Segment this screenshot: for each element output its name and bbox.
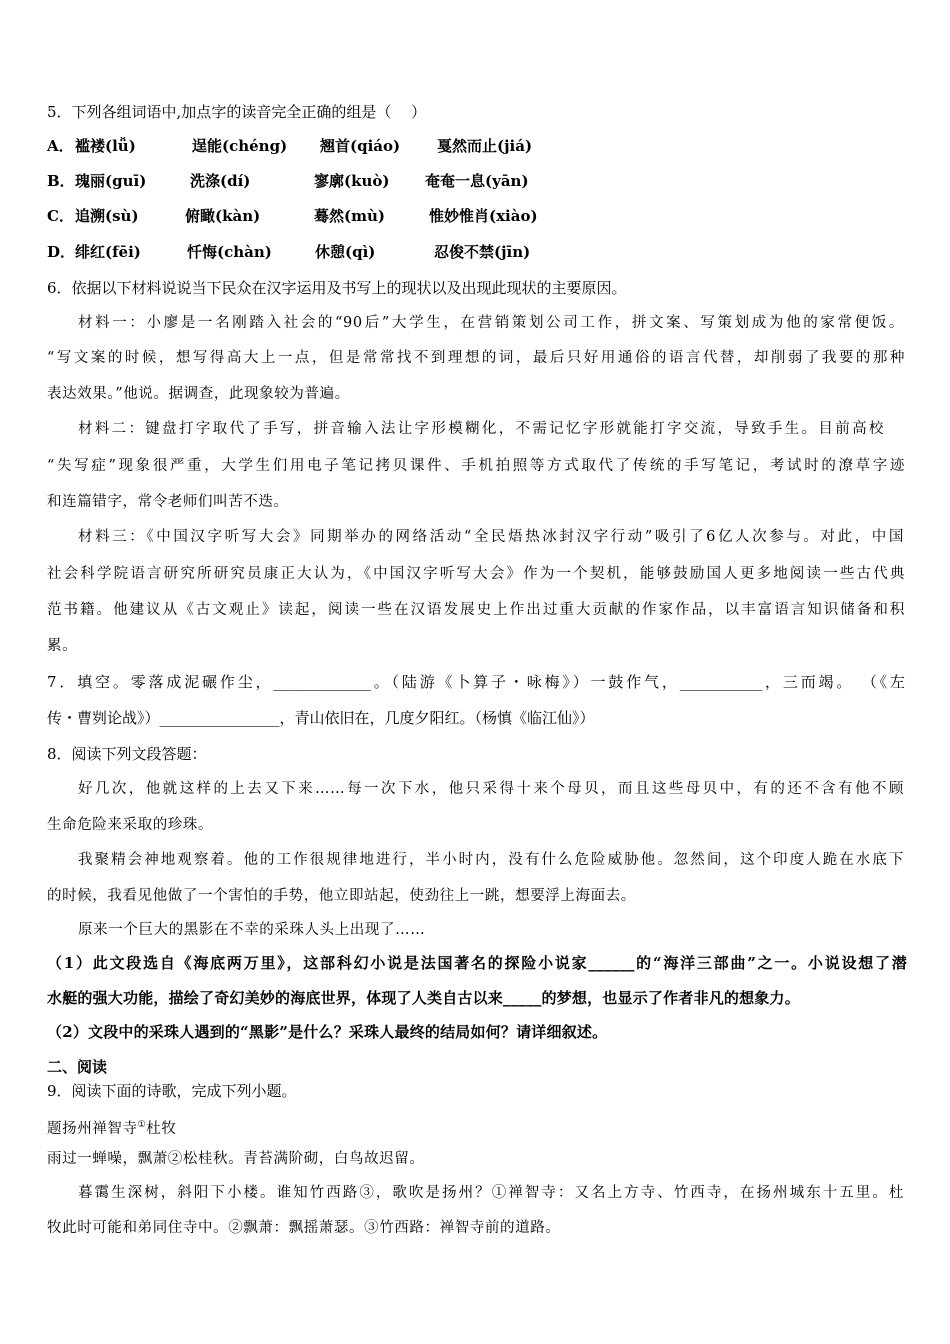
- q6-material-line: 材料一：小廖是一名刚踏入社会的“90后”大学生，在营销策划公司工作，拼文案、写策划成为他的家常便饭。: [78, 315, 904, 331]
- q6-material-line: 材料二：键盘打字取代了手写，拼音输入法让字形模糊化，不需记忆字形就能打字交流，导致手生。目前高校: [78, 421, 884, 437]
- q5-stem: 5．下列各组词语中,加点字的读音完全正确的组是（ ）: [47, 103, 427, 121]
- q8-passage-line: 生命危险来采取的珍珠。: [47, 817, 214, 833]
- poem-notes-line: 牧此时可能和弟同住寺中。②飘萧：飘摇萧瑟。③竹西路：禅智寺前的道路。: [47, 1220, 561, 1236]
- q6-material-line: 累。: [47, 638, 78, 654]
- q9-stem: 9．阅读下面的诗歌，完成下列小题。: [47, 1082, 297, 1100]
- option-label: B．: [47, 172, 75, 190]
- option-item: 寥廓(kuò): [314, 172, 390, 190]
- q8-passage-line: 我聚精会神地观察着。他的工作很规律地进行，半小时内，没有什么危险威胁他。忽然间，这个印度人跪在水底下: [78, 852, 904, 868]
- q5-option-b: [47, 171, 907, 191]
- q6-material-line: 表达效果。”他说。据调查，此现象较为普遍。: [47, 386, 350, 402]
- poem-heading: [47, 1115, 176, 1139]
- option-label: D．: [47, 243, 76, 261]
- q6-material-line: 社会科学院语言研究所研究员康正大认为，《中国汉字听写大会》作为一个契机，能够鼓励国人更多地阅读一些古代典: [47, 566, 905, 582]
- q8-sub1-line: （1）此文段选自《海底两万里》，这部科幻小说是法国著名的探险小说家______的“海洋三部曲”之一。小说设想了潜: [47, 954, 907, 972]
- q6-material-line: 材料三：《中国汉字听写大会》同期举办的网络活动“全民焐热冰封汉字行动”吸引了6亿人次参与。对此，中国: [78, 529, 904, 545]
- q8-passage-line: 的时候，我看见他做了一个害怕的手势，他立即站起，使劲往上一跳，想要浮上海面去。: [47, 888, 636, 904]
- poem-title: 题扬州禅智寺: [47, 1120, 138, 1137]
- option-item: 戛然而止(jiá): [437, 137, 533, 155]
- poem-line: 雨过一蝉噪，飘萧②松桂秋。青苔满阶砌，白鸟故迟留。: [47, 1151, 425, 1167]
- option-item: 追溯(sù): [75, 207, 139, 225]
- q8-passage-line: 原来一个巨大的黑影在不幸的采珠人头上出现了……: [78, 922, 426, 938]
- q8-passage-line: 好几次，他就这样的上去又下来……每一次下水，他只采得十来个母贝，而且这些母贝中，有的还不含有他不顾: [78, 781, 904, 797]
- q6-material-line: “失写症”现象很严重，大学生们用电子笔记拷贝课件、手机拍照等方式取代了传统的手写笔记，考试时的潦草字迹: [47, 458, 905, 474]
- option-item: 瑰丽(guī): [75, 172, 147, 190]
- option-item: 忍俊不禁(jīn): [434, 243, 531, 261]
- q6-stem: 6．依据以下材料说说当下民众在汉字运用及书写上的现状以及出现此现状的主要原因。: [47, 279, 627, 297]
- option-item: 洗涤(dí): [190, 172, 251, 190]
- q8-sub2: （2）文段中的采珠人遇到的“黑影”是什么？采珠人最终的结局如何？请详细叙述。: [47, 1023, 608, 1041]
- option-item: 惟妙惟肖(xiào): [429, 207, 538, 225]
- q6-material-line: 范书籍。他建议从《古文观止》读起，阅读一些在汉语发展史上作出过重大贡献的作家作品，以丰富语言知识储备和积: [47, 602, 905, 618]
- option-item: 忏悔(chàn): [187, 243, 272, 261]
- option-item: 褴褛(lǚ): [75, 137, 136, 155]
- q6-material-line: “写文案的时候，想写得高大上一点，但是常常找不到理想的词，最后只好用通俗的语言代替，却削弱了我要的那种: [47, 350, 905, 366]
- q6-material-line: 和连篇错字，常令老师们叫苦不迭。: [47, 494, 289, 510]
- poem-line: 暮霭生深树，斜阳下小楼。谁知竹西路③，歌吹是扬州？①禅智寺：又名上方寺、竹西寺，在扬州城东十五里。杜: [78, 1185, 904, 1201]
- q7-line: 7．填空。零落成泥碾作尘，_____________。（陆游《卜算子・咏梅》）一鼓作气，___________，三而竭。 （《左: [47, 673, 905, 691]
- option-item: 绯红(fēi): [75, 243, 141, 261]
- option-label: C．: [47, 207, 74, 225]
- q5-option-c: [47, 206, 907, 226]
- poem-author: 杜牧: [146, 1120, 177, 1137]
- option-item: 逞能(chéng): [192, 137, 288, 155]
- option-item: 奄奄一息(yān): [425, 172, 529, 190]
- option-label: A．: [47, 137, 74, 155]
- section-title: 二、阅读: [47, 1058, 108, 1076]
- option-item: 俯瞰(kàn): [185, 207, 261, 225]
- option-item: 翘首(qiáo): [320, 137, 401, 155]
- q5-option-d: [47, 242, 907, 262]
- footnote-marker: ①: [137, 1120, 147, 1130]
- option-item: 蓦然(mù): [314, 207, 385, 225]
- q7-line: 传・曹刿论战》）________________，青山依旧在，几度夕阳红。（杨慎《临江仙》）: [47, 709, 595, 727]
- q8-sub1-line: 水艇的强大功能，描绘了奇幻美妙的海底世界，体现了人类自古以来_____的梦想，也显示了作者非凡的想象力。: [47, 989, 800, 1007]
- option-item: 休憩(qì): [315, 243, 376, 261]
- q5-option-a: [47, 136, 907, 156]
- q8-stem: 8．阅读下列文段答题：: [47, 745, 207, 763]
